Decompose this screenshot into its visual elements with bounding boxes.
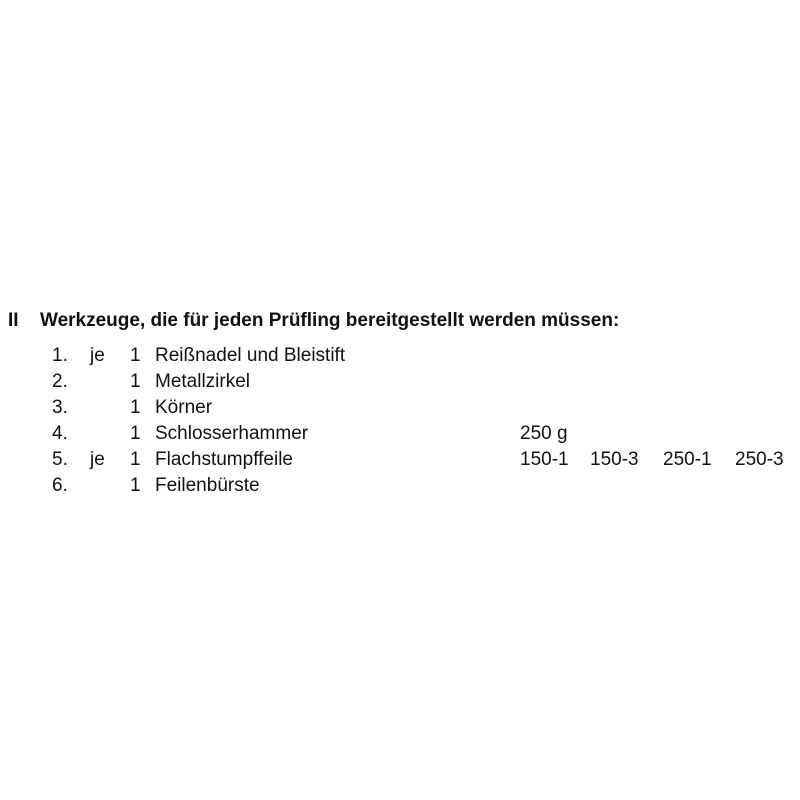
section-number: II <box>8 310 19 331</box>
tool-number: 5. <box>52 449 68 470</box>
tool-name: Körner <box>155 397 213 418</box>
tool-row <box>0 395 800 421</box>
tool-name: Feilenbürste <box>155 475 260 496</box>
tool-number: 4. <box>52 423 68 444</box>
tool-row <box>0 369 800 395</box>
section-title: Werkzeuge, die für jeden Prüfling bereitgestellt werden müssen: <box>40 310 620 331</box>
tool-spec: 250-1 <box>663 449 712 470</box>
tool-name: Schlosserhammer <box>155 423 309 444</box>
tool-quantity: 1 <box>130 371 141 392</box>
tool-spec: 150-1 <box>520 449 569 470</box>
tool-each-marker: je <box>90 449 105 470</box>
tool-number: 1. <box>52 345 68 366</box>
tool-spec: 250 g <box>520 423 568 444</box>
tool-each-marker: je <box>90 345 105 366</box>
tool-spec: 150-3 <box>590 449 639 470</box>
tool-quantity: 1 <box>130 397 141 418</box>
tool-number: 3. <box>52 397 68 418</box>
tool-name: Flachstumpffeile <box>155 449 293 470</box>
tool-quantity: 1 <box>130 449 141 470</box>
tool-row <box>0 447 800 473</box>
tool-number: 6. <box>52 475 68 496</box>
tool-name: Metallzirkel <box>155 371 251 392</box>
tool-row <box>0 473 800 499</box>
tool-list <box>0 343 800 499</box>
section-heading <box>0 308 800 334</box>
tool-number: 2. <box>52 371 68 392</box>
tool-spec: 250-3 <box>735 449 784 470</box>
tool-row <box>0 421 800 447</box>
tool-quantity: 1 <box>130 423 141 444</box>
tool-name: Reißnadel und Bleistift <box>155 345 346 366</box>
tool-quantity: 1 <box>130 345 141 366</box>
tool-row <box>0 343 800 369</box>
tool-quantity: 1 <box>130 475 141 496</box>
